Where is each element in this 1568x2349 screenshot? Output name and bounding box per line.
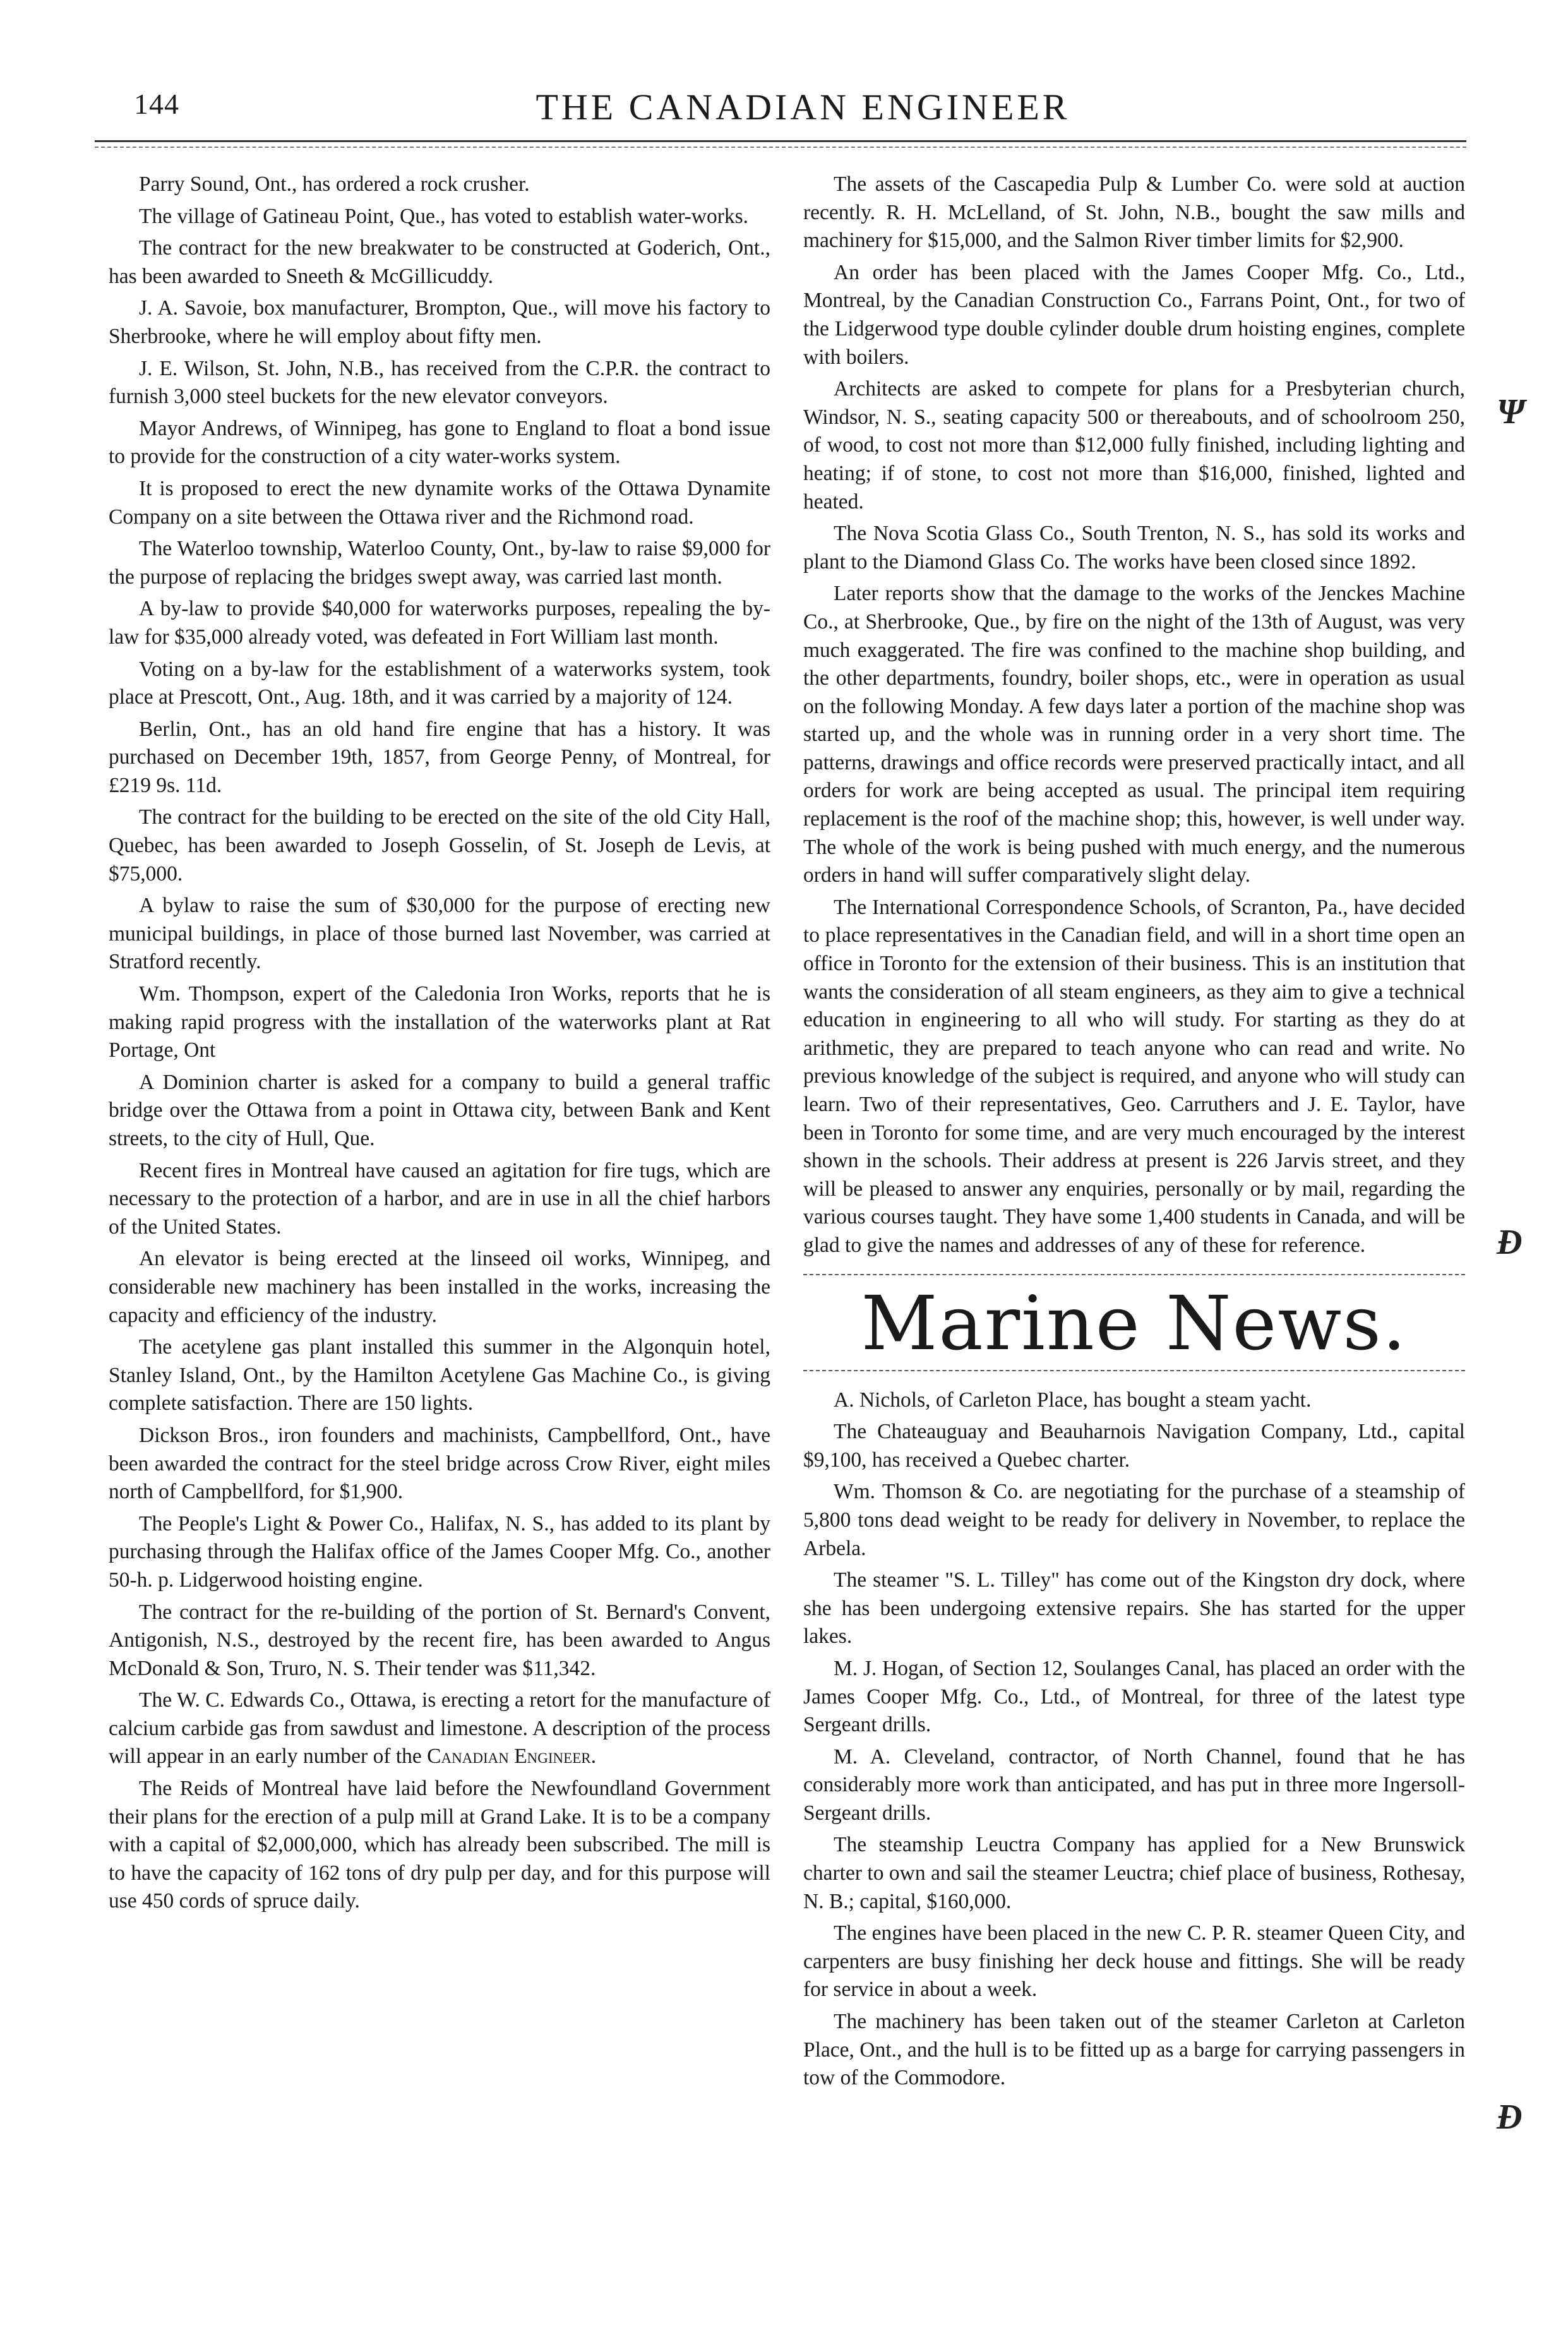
news-item: The engines have been placed in the new C. P. R. steamer Queen City, and carpenters are busy finishing her deck house and fittings. She will be ready for service in about a week. [803, 1921, 1465, 2002]
paragraph: J. A. Savoie, box manufacturer, Brompton, Que., will move his factory to Sherbrooke, where he will employ about fifty men. [109, 296, 770, 348]
paragraph: The assets of the Cascapedia Pulp & Lumber Co. were sold at auction recently. R. H. McLelland, of St. John, N.B., bought the saw mills and machinery for $15,000, and the Salmon River timber limits for $2,900. [803, 172, 1465, 253]
paragraph: The Nova Scotia Glass Co., South Trenton, N. S., has sold its works and plant to the Diamond Glass Co. The works have been closed since 1892. [803, 522, 1465, 574]
paragraph: Dickson Bros., iron founders and machinists, Campbellford, Ont., have been awarded the contract for the steel bridge across Crow River, eight miles north of Campbellford, for $1,900. [109, 1423, 770, 1504]
paragraph: A Dominion charter is asked for a company to build a general traffic bridge over the Ottawa from a point in Ottawa city, between Bank and Kent streets, to the city of Hull, Que. [109, 1070, 770, 1150]
news-item: A. Nichols, of Carleton Place, has bought a steam yacht. [834, 1388, 1312, 1412]
section-divider [803, 1274, 1465, 1275]
news-item: The machinery has been taken out of the steamer Carleton at Carleton Place, Ont., and the hull is to be fitted up as a barge for carrying passengers in tow of the Commodore. [803, 2010, 1465, 2090]
paragraph: It is proposed to erect the new dynamite works of the Ottawa Dynamite Company on a site between the Ottawa river and the Richmond road. [109, 476, 770, 529]
paragraph: The Reids of Montreal have laid before the Newfoundland Government their plans for the erection of a pulp mill at Grand Lake. It is to be a company with a capital of $2,000,000, which has already been subscribed. The mill is to have the capacity of 162 tons of dry pulp per day, and for this purpose will use 450 cords of spruce daily. [109, 1777, 770, 1913]
paragraph: The contract for the building to be erected on the site of the old City Hall, Quebec, has been awarded to Joseph Gosselin, of St. Joseph de Levis, at $75,000. [109, 805, 770, 886]
paragraph: An elevator is being erected at the linseed oil works, Winnipeg, and considerable new machinery has been installed in the works, increasing the capacity and efficiency of the industry. [109, 1247, 770, 1327]
paragraph: Berlin, Ont., has an old hand fire engine that has a history. It was purchased on December 19th, 1857, from George Penny, of Montreal, for £219 9s. 11d. [109, 717, 770, 797]
paragraph: Later reports show that the damage to the works of the Jenckes Machine Co., at Sherbrooke, Que., by fire on the night of the 13th of August, was very much exaggerated. The fire was confined to the machine shop building, and the other departments, foundry, boiler shops, etc., were in operation as usual on the following Monday. A few days later a portion of the machine shop was started up, and the whole was in running order in a very short time. The patterns, drawings and office records were preserved practically intact, and all orders for work are being accepted as usual. The principal item requiring replacement is the roof of the machine shop; this, however, is well under way. The whole of the work is being pushed with much energy, and the numerous orders in hand will suffer comparatively slight delay. [803, 582, 1465, 887]
section-divider [803, 1370, 1465, 1371]
paragraph: Voting on a by-law for the establishment of a waterworks system, took place at Prescott, Ont., Aug. 18th, and it was carried by a majority of 124. [109, 657, 770, 709]
paragraph: Architects are asked to compete for plans for a Presbyterian church, Windsor, N. S., seating capacity 500 or thereabouts, and of schoolroom 250, of wood, to cost not more than $12,000 fully finished, including lighting and heating; if of stone, to cost not more than $16,000, finished, lighted and heated. [803, 377, 1465, 514]
page-title: THE CANADIAN ENGINEER [536, 87, 1070, 128]
margin-mark: Ψ [1497, 392, 1525, 431]
paragraph: The village of Gatineau Point, Que., has voted to establish water-works. [139, 204, 749, 228]
news-item: M. J. Hogan, of Section 12, Soulanges Canal, has placed an order with the James Cooper Mfg. Co., Ltd., of Montreal, for three of the latest type Sergeant drills. [803, 1656, 1465, 1737]
margin-mark: Ð [1497, 1223, 1523, 1262]
news-item: Wm. Thomson & Co. are negotiating for the purchase of a steamship of 5,800 tons dead weight to be ready for delivery in November, to replace the Arbela. [803, 1480, 1465, 1560]
right-column [803, 171, 1465, 2096]
paragraph: The contract for the new breakwater to be constructed at Goderich, Ont., has been awarded to Sneeth & McGillicuddy. [109, 236, 770, 288]
news-item: M. A. Cleveland, contractor, of North Channel, found that he has considerably more work than anticipated, and has put in three more Ingersoll-Sergeant drills. [803, 1745, 1465, 1825]
news-item: The steamer "S. L. Tilley" has come out of the Kingston dry dock, where she has been undergoing extensive repairs. She has started for the upper lakes. [803, 1568, 1465, 1649]
paragraph: An order has been placed with the James Cooper Mfg. Co., Ltd., Montreal, by the Canadian Construction Co., Farrans Point, Ont., for two of the Lidgerwood type double cylinder double drum hoisting engines, complete with boilers. [803, 260, 1465, 369]
paragraph-text: The W. C. Edwards Co., Ottawa, is erecting a retort for the manufacture of calcium carbide gas from sawdust and limestone. A description of the process will appear in an early number of the [109, 1688, 770, 1769]
paragraph: The contract for the re-building of the portion of St. Bernard's Convent, Antigonish, N.S., destroyed by the recent fire, has been awarded to Angus McDonald & Son, Truro, N. S. Their tender was $11,342. [109, 1600, 770, 1680]
header-rule-dashed [95, 147, 1466, 148]
paragraph: A bylaw to raise the sum of $30,000 for the purpose of erecting new municipal buildings, in place of those burned last November, was carried at Stratford recently. [109, 894, 770, 974]
paragraph: Mayor Andrews, of Winnipeg, has gone to England to float a bond issue to provide for the construction of a city water-works system. [109, 416, 770, 469]
paragraph: A by-law to provide $40,000 for waterworks purposes, repealing the by-law for $35,000 already voted, was defeated in Fort William last month. [109, 597, 770, 649]
paragraph: Recent fires in Montreal have caused an agitation for fire tugs, which are necessary to the protection of a harbor, and are in use in all the chief harbors of the United States. [109, 1158, 770, 1239]
section-title: Marine News. [861, 1279, 1408, 1367]
news-item: The Chateauguay and Beauharnois Navigation Company, Ltd., capital $9,100, has received a Quebec charter. [803, 1420, 1465, 1472]
paragraph: The acetylene gas plant installed this summer in the Algonquin hotel, Stanley Island, Ont., by the Hamilton Acetylene Gas Machine Co., is giving complete satisfaction. There are 150 lights. [109, 1335, 770, 1415]
news-item: The steamship Leuctra Company has applied for a New Brunswick charter to own and sail the steamer Leuctra; chief place of business, Rothesay, N. B.; capital, $160,000. [803, 1833, 1465, 1913]
paragraph [109, 1686, 770, 1771]
paragraph: J. E. Wilson, St. John, N.B., has received from the C.P.R. the contract to furnish 3,000 steel buckets for the new elevator conveyors. [109, 356, 770, 409]
paragraph: Parry Sound, Ont., has ordered a rock crusher. [139, 172, 530, 196]
page-number: 144 [134, 88, 179, 120]
paragraph: Wm. Thompson, expert of the Caledonia Iron Works, reports that he is making rapid progress with the installation of the waterworks plant at Rat Portage, Ont [109, 982, 770, 1062]
paragraph: The Waterloo township, Waterloo County, Ont., by-law to raise $9,000 for the purpose of replacing the bridges swept away, was carried last month. [109, 537, 770, 589]
header-rule [95, 140, 1466, 142]
left-column [109, 171, 770, 1919]
paragraph: The People's Light & Power Co., Halifax, N. S., has added to its plant by purchasing through the Halifax office of the James Cooper Mfg. Co., another 50-h. p. Lidgerwood hoisting engine. [109, 1511, 770, 1592]
paragraph: The International Correspondence Schools, of Scranton, Pa., have decided to place representatives in the Canadian field, and will in a short time open an office in Toronto for the extension of their business. This is an institution that wants the consideration of all steam engineers, as they aim to give a technical education in engineering to all who will study. For starting as they do at arithmetic, they are prepared to teach anyone who can read and write. No previous knowledge of the subject is required, and anyone who will study can learn. Two of their representatives, Geo. Carruthers and J. E. Taylor, have been in Toronto for some time, and are very much encouraged by the interest shown in the schools. Their address at present is 226 Jarvis street, and they will be pleased to answer any enquiries, personally or by mail, regarding the various courses taught. They have some 1,400 students in Canada, and will be glad to give the names and addresses of any of these for reference. [803, 895, 1465, 1257]
journal-name: Canadian Engineer. [427, 1745, 596, 1769]
margin-mark: Ð [1497, 2098, 1523, 2137]
